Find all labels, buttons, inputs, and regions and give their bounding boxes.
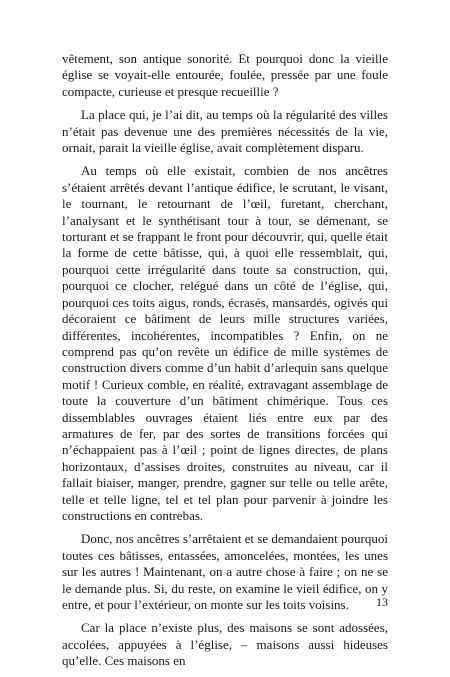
paragraph: Car la place n’existe plus, des maisons se sont adossées, accolées, appuyées à l’église, – maisons aussi hideuses qu’elle. Ces maisons en bbox=[62, 620, 388, 669]
page-number: 13 bbox=[376, 595, 388, 609]
paragraph-continued: vêtement, son antique sonorité. Et pourquoi donc la vieille église se voyait-elle entourée, foulée, pressée par une foule compacte, curieuse et presque recueillie ? bbox=[62, 51, 388, 99]
paragraph: Au temps où elle existait, combien de nos ancêtres s’étaient arrêtés devant l’antique édifice, le scrutant, le visant, le tournant, le retournant de l’œil, furetant, cherchant, l’analysant et le synthétisant tour à tour, se démenant, se torturant et se frappant le front pour découvrir, qui, quelle était la forme de cette bâtisse, qui, à quoi elle ressemblait, qui, pourquoi cette irrégularité dans toute sa construction, qui, pourquoi ce clocher, relégué dans un côté de l’église, qui, pourquoi ces toits aigus, ronds, écrasés, mansardés, ogivés qui décoraient ce bâtiment de leurs mille structures variées, différentes, incohérentes, incompatibles ? Enfin, on ne comprend pas qu’on revête un édifice de mille systèmes de construction divers comme d’un habit d’arlequin sans quelque motif ! Curieux comble, en réalité, extravagant assemblage de toute la couverture d’un bâtiment chimérique. Tous ces dissemblables ouvrages étaient liés entre eux par des armatures de fer, par des sortes de transitions forcées qui n’échappaient pas à l’œil ; point de lignes directes, de plans horizontaux, d’assises droites, construites au niveau, car il fallait biaiser, manger, prendre, gagner sur telle ou telle arête, telle et telle ligne, tel et tel plan pour parvenir à joindre les constructions en contrebas. bbox=[62, 163, 388, 523]
body-text bbox=[62, 51, 388, 677]
paragraph: Donc, nos ancêtres s’arrêtaient et se demandaient pourquoi toutes ces bâtisses, entassées, amoncelées, montées, les unes sur les autres ! Maintenant, on a autre chose à faire ; on ne se le demande plus. Si, du reste, on examine le vieil édifice, on y entre, et pour l’extérieur, on monte sur les toits voisins. bbox=[62, 531, 388, 612]
paragraph: La place qui, je l’ai dit, au temps où la régularité des villes n’était pas devenue une des premières nécessités de la vie, ornait, parait la vieille église, avait complètement disparu. bbox=[62, 107, 388, 156]
